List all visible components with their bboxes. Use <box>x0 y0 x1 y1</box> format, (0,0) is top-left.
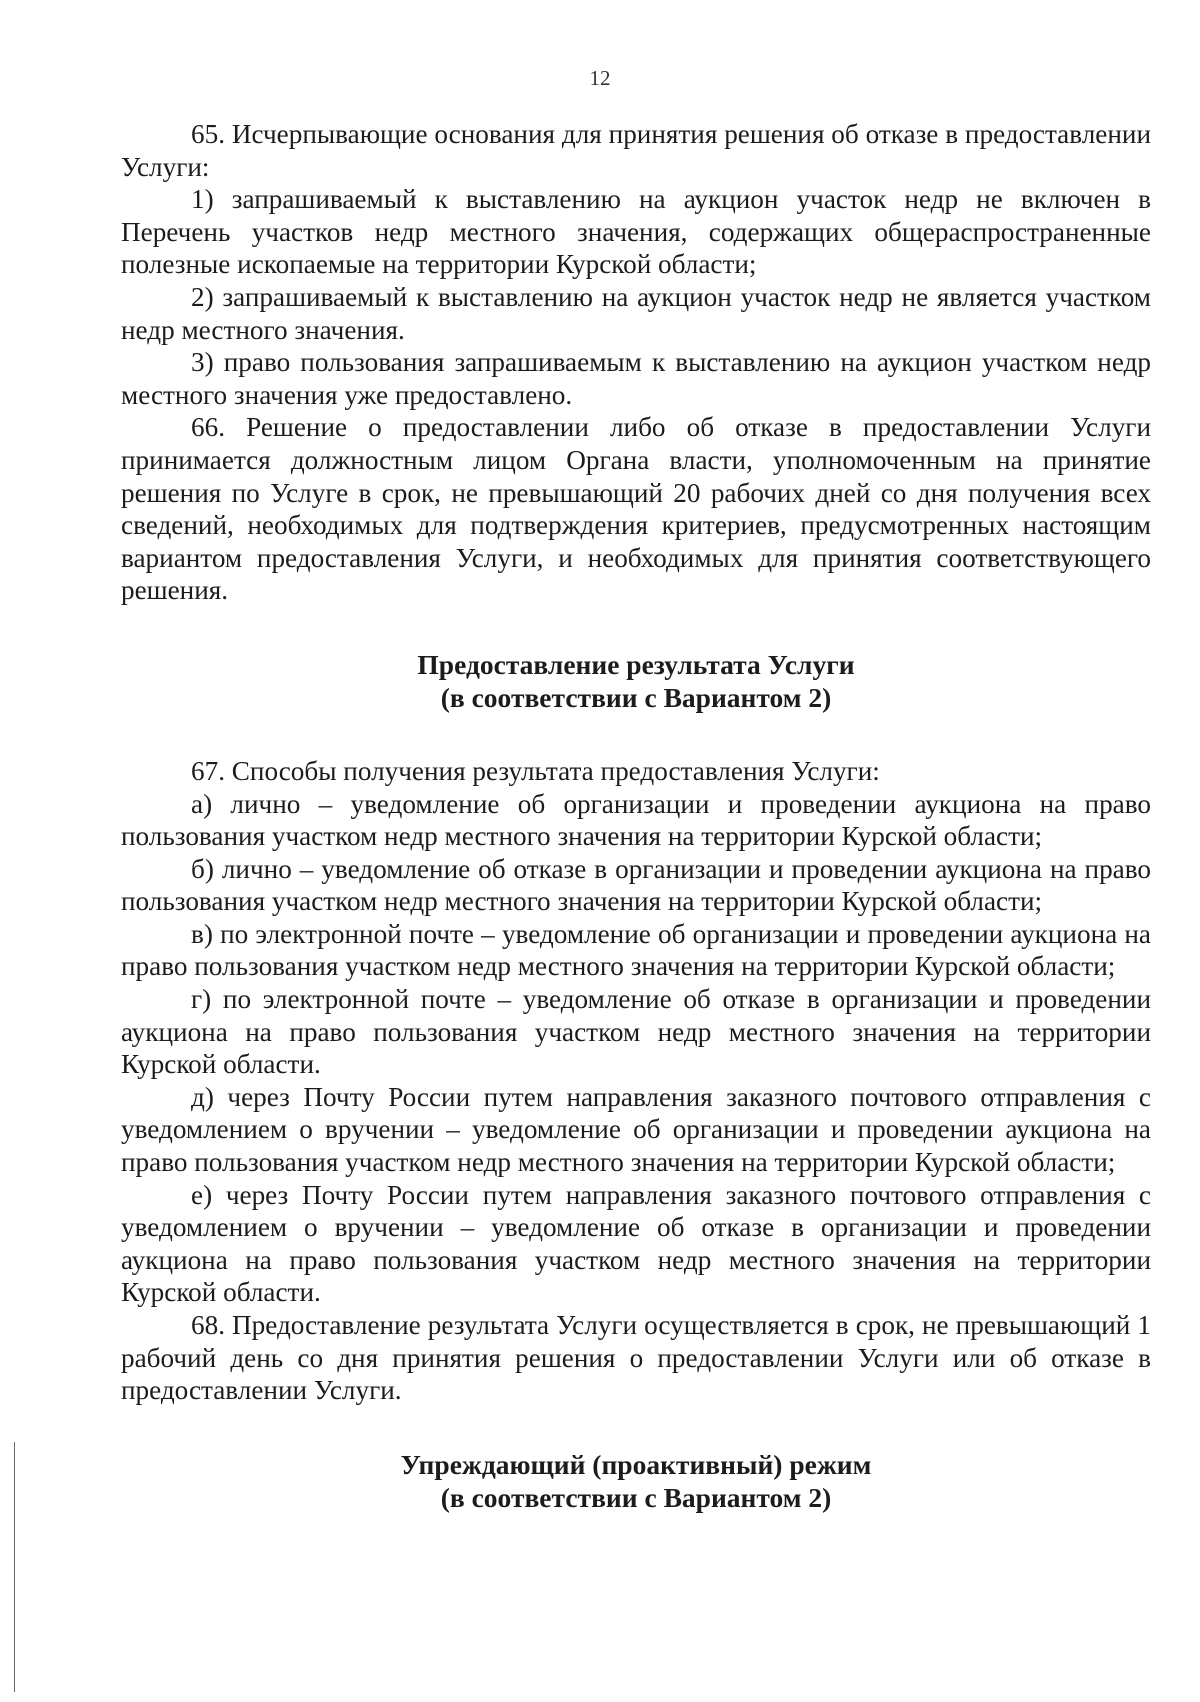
list-item-65-1: 1) запрашиваемый к выставлению на аукцион участок недр не включен в Перечень участков недр местного значения, содержащих общераспространенные полезные ископаемые на территории Курской области; <box>121 184 1151 280</box>
page-number: 12 <box>589 66 611 90</box>
section-heading-result-line2: (в соответствии с Вариантом 2) <box>440 681 832 713</box>
paragraph-66: 66. Решение о предоставлении либо об отказе в предоставлении Услуги принимается должностным лицом Органа власти, уполномоченным на принятие решения по Услуге в срок, не превышающий 20 рабочих дней со дня получения всех сведений, необходимых для подтверждения критериев, предусмотренных настоящим вариантом предоставления Услуги, и необходимых для принятия соответствующего решения. <box>121 412 1151 606</box>
list-item-67-v: в) по электронной почте – уведомление об организации и проведении аукциона на право пользования участком недр местного значения на территории Курской области; <box>121 918 1151 982</box>
list-item-67-d: д) через Почту России путем направления заказного почтового отправления с уведомлением о вручении – уведомление об организации и проведении аукциона на право пользования участком недр местного значения на территории Курской области; <box>121 1081 1151 1178</box>
list-item-65-3: 3) право пользования запрашиваемым к выставлению на аукцион участком недр местного значения уже предоставлено. <box>121 347 1151 410</box>
paragraph-65: 65. Исчерпывающие основания для принятия решения об отказе в предоставлении Услуги: <box>121 119 1151 182</box>
paragraph-68: 68. Предоставление результата Услуги осуществляется в срок, не превышающий 1 рабочий день со дня принятия решения о предоставлении Услуги или об отказе в предоставлении Услуги. <box>121 1310 1151 1406</box>
list-item-65-2: 2) запрашиваемый к выставлению на аукцион участок недр не является участком недр местного значения. <box>121 281 1151 345</box>
list-item-67-e: е) через Почту России путем направления заказного почтового отправления с уведомлением о вручении – уведомление об отказе в организации и проведении аукциона на право пользования участком недр местного значения на территории Курской области. <box>121 1179 1151 1308</box>
document-body <box>121 118 1151 1514</box>
section-heading-result <box>121 648 1151 714</box>
list-item-67-a: а) лично – уведомление об организации и проведении аукциона на право пользования участком недр местного значения на территории Курской области; <box>121 788 1151 852</box>
section-heading-proactive <box>121 1448 1151 1514</box>
section-heading-proactive-line1: Упреждающий (проактивный) режим <box>400 1448 872 1480</box>
list-item-67-b: б) лично – уведомление об отказе в организации и проведении аукциона на право пользования участком недр местного значения на территории Курской области; <box>121 853 1151 917</box>
section-heading-proactive-line2: (в соответствии с Вариантом 2) <box>440 1481 832 1513</box>
paragraph-67: 67. Способы получения результата предоставления Услуги: <box>191 755 880 786</box>
list-item-67-g: г) по электронной почте – уведомление об отказе в организации и проведении аукциона на право пользования участком недр местного значения на территории Курской области. <box>121 984 1151 1080</box>
scan-edge-line <box>14 1442 15 1692</box>
section-heading-result-line1: Предоставление результата Услуги <box>417 648 855 680</box>
